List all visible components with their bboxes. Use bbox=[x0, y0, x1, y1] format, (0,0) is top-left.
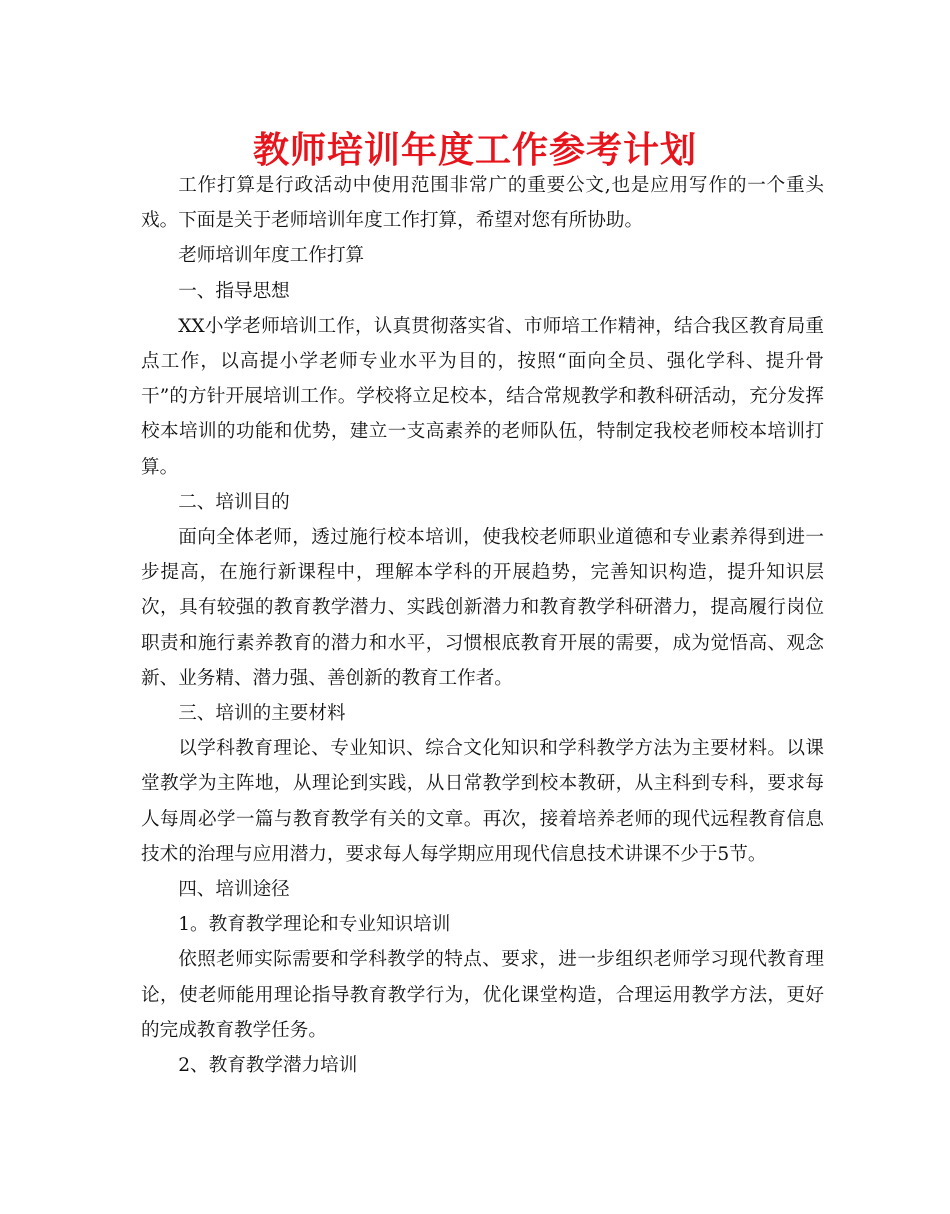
section-heading-training-approach: 四、培训途径 bbox=[178, 879, 290, 901]
section-heading-main-materials: 三、培训的主要材料 bbox=[178, 703, 346, 725]
section-heading-guiding-thought: 一、指导思想 bbox=[178, 280, 290, 302]
intro-paragraph: 工作打算是行政活动中使用范围非常广的重要公文,也是应用写作的一个重头戏。下面是关于老师培训年度工作打算，希望对您有所协助。 bbox=[141, 175, 824, 232]
guiding-thought-paragraph: XX小学老师培训工作，认真贯彻落实省、市师培工作精神，结合我区教育局重点工作，以高提小学老师专业水平为目的，按照“面向全员、强化学科、提升骨干”的方针开展培训工作。学校将立足校本，结合常规教学和教科研活动，充分发挥校本培训的功能和优势，建立一支高素养的老师队伍，特制定我校老师校本培训打算。 bbox=[141, 315, 824, 478]
document-title: 教师培训年度工作参考计划 bbox=[252, 130, 697, 171]
section-heading-training-goal: 二、培训目的 bbox=[178, 491, 290, 513]
document-body bbox=[141, 168, 824, 1083]
theory-training-paragraph: 依照老师实际需要和学科教学的特点、要求，进一步组织老师学习现代教育理论，使老师能用理论指导教育教学行为，优化课堂构造，合理运用教学方法，更好的完成教育教学任务。 bbox=[141, 949, 824, 1041]
main-materials-paragraph: 以学科教育理论、专业知识、综合文化知识和学科教学方法为主要材料。以课堂教学为主阵地，从理论到实践，从日常教学到校本教研，从主科到专科，要求每人每周必学一篇与教育教学有关的文章。再次，接着培养老师的现代远程教育信息技术的治理与应用潜力，要求每人每学期应用现代信息技术讲课不少于5节。 bbox=[141, 738, 824, 865]
training-goal-paragraph: 面向全体老师，透过施行校本培训，使我校老师职业道德和专业素养得到进一步提高，在施行新课程中，理解本学科的开展趋势，完善知识构造，提升知识层次，具有较强的教育教学潜力、实践创新潜力和教育教学科研潜力，提高履行岗位职责和施行素养教育的潜力和水平，习惯根底教育开展的需要，成为觉悟高、观念新、业务精、潜力强、善创新的教育工作者。 bbox=[141, 527, 824, 689]
plan-subtitle: 老师培训年度工作打算 bbox=[178, 245, 365, 267]
subheading-theory-training: 1。教育教学理论和专业知识培训 bbox=[178, 914, 451, 936]
subheading-teaching-ability-training: 2、教育教学潜力培训 bbox=[178, 1055, 358, 1077]
